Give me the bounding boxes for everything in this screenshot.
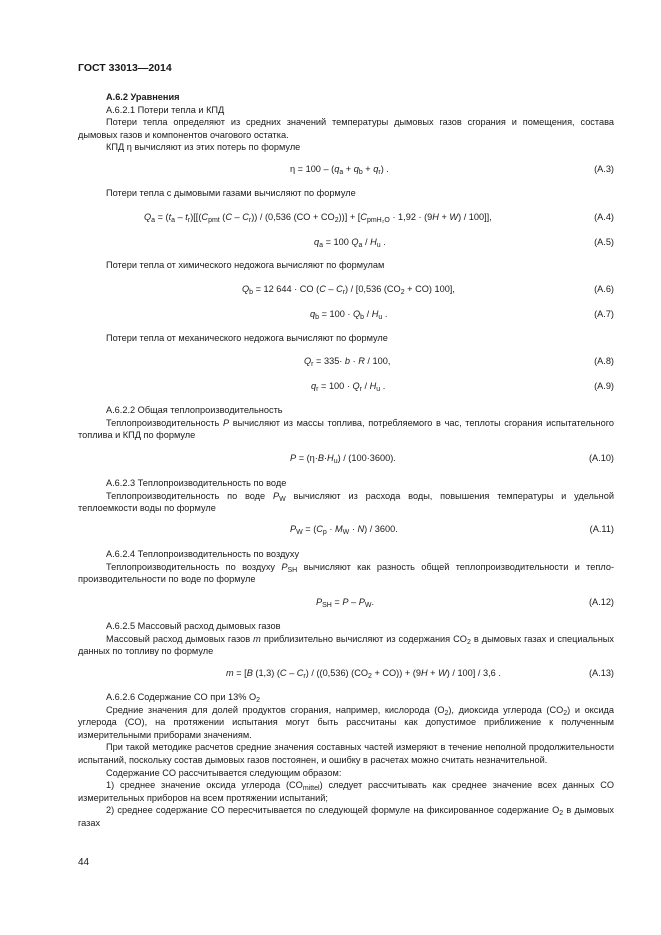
formula-expression: $Q_b = 12$ 644 · CO $(C - C_r) / [0,536$ $(CO_2 + CO)$ 100],	[242, 284, 455, 296]
paragraph: Средние значения для долей продуктов сгорания, например, кислорода $(O_2)$, диоксида углерода $(CO_2)$ и оксида углерода (CO), на протяжении испытания могут быть рассчитаны как допустимое приближение к полученным измерительными приборами значениям.	[78, 704, 614, 740]
formula-expression: $P = (\eta\cdot B\cdot H_u) / (100\cdot 3600)$.	[290, 453, 396, 465]
subsection-title: А.6.2.1 Потери тепла и КПД	[106, 104, 225, 115]
formula-a12	[78, 596, 614, 610]
section-a626	[78, 691, 614, 830]
section-title: А.6.2 Уравнения	[106, 92, 180, 102]
paragraph: Теплопроизводительность по воде $P_W$ вычисляют из расхода воды, повышения температуры и удельной теплоемкости воды по формуле	[78, 490, 614, 514]
formula-expression: $Q_r = 335\cdot b \cdot R / 100$,	[304, 356, 391, 368]
paragraph-block	[78, 259, 614, 272]
formula-a6	[78, 283, 614, 297]
formula-number: (А.7)	[594, 309, 614, 319]
formula-a7	[78, 308, 614, 322]
formula-a11	[78, 523, 614, 537]
formula-number: (А.9)	[594, 381, 614, 391]
formula-number: (А.10)	[588, 453, 614, 463]
formula-a10	[78, 452, 614, 466]
list-item: 2) среднее содержание CO пересчитывается по следующей формуле на фиксированное содержание $O_2$ в дымовых газах	[78, 805, 614, 828]
formula-a8	[78, 355, 614, 369]
formula-expression: m = [B (1,3) $(C - C_r) / ((0,536) (CO_2 + CO)) + (9H + W) / 100] / 3,6$ .	[226, 668, 501, 680]
formula-number: (А.13)	[588, 668, 614, 678]
paragraph: Массовый расход дымовых газов m приблизительно вычисляют из содержания $CO_2$ в дымовых газах и специальных данных по топливу по формуле	[78, 633, 614, 657]
document-header: ГОСТ 33013—2014	[78, 62, 172, 74]
paragraph: Содержание CO рассчитывается следующим образом:	[106, 767, 342, 778]
paragraph: При такой методике расчетов средние значения составных частей измеряют в течение неполной продолжительности испытаний, поскольку состав дымовых газов постоянен, и ошибку в расчетах можно считать незначительной.	[78, 742, 614, 765]
formula-expression: $P_W = (C_p \cdot M_W \cdot N) / 3600$.	[290, 524, 398, 536]
formula-a3	[78, 163, 614, 177]
page-number: 44	[78, 857, 90, 868]
formula-a4	[78, 211, 614, 225]
formula-number: (А.6)	[594, 284, 614, 294]
section-a622	[78, 404, 614, 442]
formula-expression: $q_r = 100 \cdot Q_r / H_u$ .	[311, 381, 386, 393]
formula-number: (А.8)	[594, 356, 614, 366]
paragraph: Потери тепла от химического недожога вычисляют по формулам	[106, 260, 385, 270]
subsection-title: А.6.2.3 Теплопроизводительность по воде	[106, 478, 287, 488]
paragraph: Потери тепла от механического недожога вычисляют по формуле	[106, 333, 388, 343]
formula-a5	[78, 236, 614, 250]
formula-number: (А.11)	[589, 524, 614, 534]
paragraph: КПД η вычисляют из этих потерь по формуле	[106, 142, 301, 153]
paragraph: Теплопроизводительность по воздуху $P_{SH}$ вычисляют как разность общей теплопроизводительности и теплопроизводительности по воде по формуле	[78, 561, 614, 585]
paragraph: Потери тепла определяют из средних значений температуры дымовых газов сгорания и помещения, состава дымовых газов и компонентов очагового остатка.	[78, 117, 614, 140]
formula-number: (А.3)	[594, 164, 614, 174]
formula-expression: $Q_a = (t_a - t_r)[[(C_{pmt}$ $(C - C_r)) / (0,536$ $(CO + CO_2))] + [C_{pmH_2O} \cdot 1,92 \cdot (9H + W) / 100]$],	[144, 212, 492, 224]
paragraph-block	[78, 187, 614, 200]
formula-expression: $q_a = 100$ $Q_a / H_u$ .	[314, 237, 386, 249]
section-a62	[78, 91, 614, 154]
formula-a9	[78, 380, 614, 394]
section-a625	[78, 620, 614, 658]
paragraph: Теплопроизводительность P вычисляют из массы топлива, потребляемого в час, теплоты сгорания испытательного топлива и КПД по формуле	[78, 417, 614, 441]
formula-number: (А.4)	[594, 212, 614, 222]
formula-expression: $P_{SH} = P - P_W$.	[316, 597, 375, 609]
subsection-title: А.6.2.5 Массовый расход дымовых газов	[106, 621, 281, 631]
paragraph-block	[78, 332, 614, 345]
list-item: 1) среднее значение оксида углерода $(CO_{mittel})$ следует рассчитывать как среднее значение всех данных CO измерительных приборов на всем протяжении испытаний;	[78, 780, 614, 803]
formula-a13	[78, 667, 614, 681]
section-a623	[78, 477, 614, 515]
subsection-title: А.6.2.2 Общая теплопроизводительность	[106, 405, 283, 415]
section-a624	[78, 548, 614, 586]
formula-expression: $q_b = 100 \cdot Q_b / H_u$ .	[310, 309, 388, 321]
formula-expression: $\eta = 100 - (q_a + q_b + q_r)$ .	[290, 164, 389, 176]
paragraph: Потери тепла с дымовыми газами вычисляют по формуле	[106, 188, 356, 198]
formula-number: (А.5)	[594, 237, 614, 247]
subsection-title: А.6.2.6 Содержание CO при 13% $O_2$	[106, 692, 261, 704]
subsection-title: А.6.2.4 Теплопроизводительность по воздуху	[106, 549, 300, 559]
formula-number: (А.12)	[588, 597, 614, 607]
